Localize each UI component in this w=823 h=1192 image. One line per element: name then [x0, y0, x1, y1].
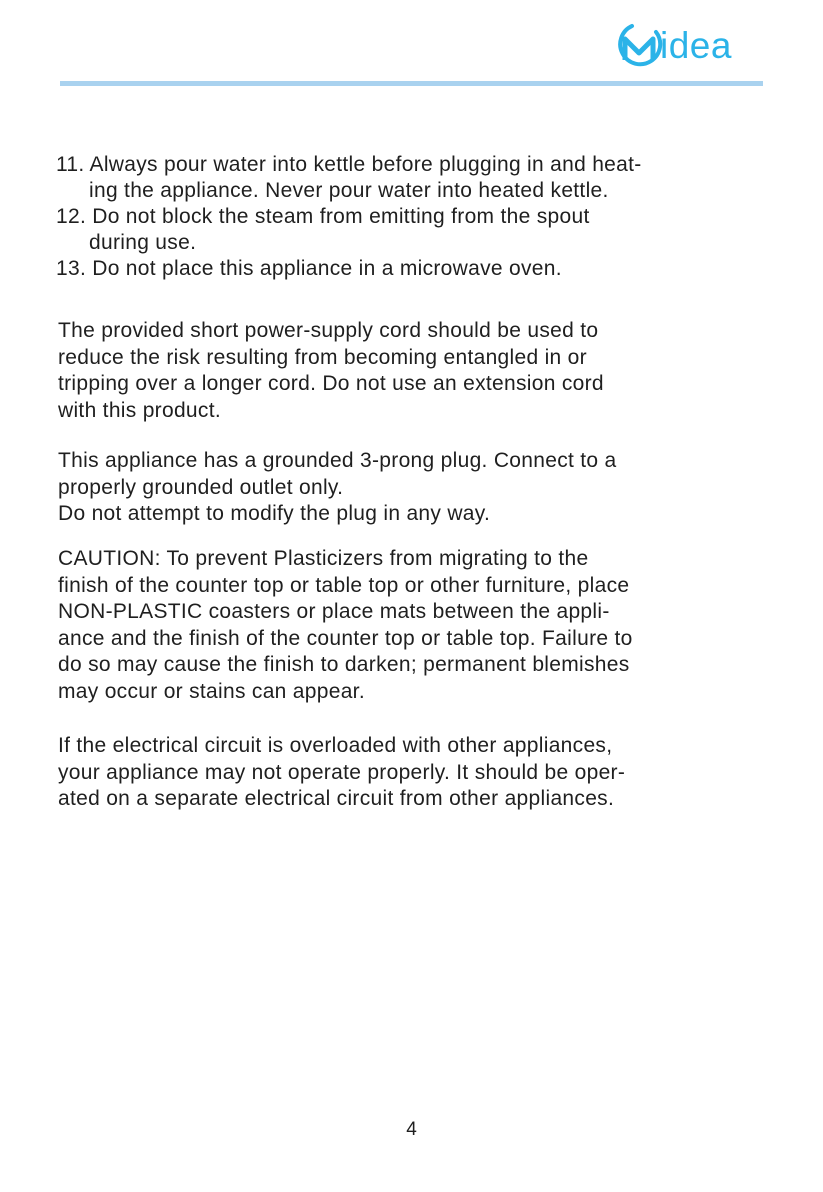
paragraph-line: do so may cause the finish to darken; permanent blemishes	[58, 653, 630, 676]
paragraph-grounded-plug	[58, 448, 798, 528]
list-item	[56, 256, 796, 282]
paragraph-line: CAUTION: To prevent Plasticizers from migrating to the	[58, 547, 589, 570]
list-item-line: 11. Always pour water into kettle before plugging in and heat-	[56, 153, 642, 176]
list-item-line: 12. Do not block the steam from emitting from the spout	[56, 205, 590, 228]
list-item-line: ing the appliance. Never pour water into heated kettle.	[89, 179, 609, 202]
list-item-line: 13. Do not place this appliance in a microwave oven.	[56, 257, 562, 280]
paragraph-line: If the electrical circuit is overloaded with other appliances,	[58, 734, 613, 757]
paragraph-line: The provided short power-supply cord should be used to	[58, 319, 599, 342]
paragraph-power-cord	[58, 318, 798, 424]
page-number: 4	[406, 1119, 417, 1140]
paragraph-line: your appliance may not operate properly. It should be oper-	[58, 760, 626, 784]
midea-logo-icon	[612, 20, 666, 70]
paragraph-line: This appliance has a grounded 3-prong plug. Connect to a	[58, 449, 617, 472]
paragraph-electrical-circuit	[58, 733, 798, 813]
paragraph-line: properly grounded outlet only.	[58, 475, 344, 499]
header-rule	[60, 81, 763, 86]
paragraph-line: NON-PLASTIC coasters or place mats between the appli-	[58, 600, 610, 623]
paragraph-line: finish of the counter top or table top or other furniture, place	[58, 573, 630, 597]
paragraph-line: with this product.	[58, 398, 221, 422]
brand-wordmark: idea	[660, 24, 732, 66]
safety-list	[56, 152, 796, 282]
paragraph-line: ance and the finish of the counter top or table top. Failure to	[58, 626, 633, 650]
list-item-line: during use.	[89, 231, 197, 254]
paragraph-line: ated on a separate electrical circuit from other appliances.	[58, 787, 615, 810]
list-item	[56, 152, 796, 204]
paragraph-line: may occur or stains can appear.	[58, 679, 365, 703]
paragraph-line: tripping over a longer cord. Do not use an extension cord	[58, 372, 604, 395]
paragraph-line: reduce the risk resulting from becoming entangled in or	[58, 345, 587, 369]
paragraph-caution	[58, 546, 798, 705]
paragraph-line: Do not attempt to modify the plug in any way.	[58, 502, 491, 525]
brand-logo	[612, 20, 732, 70]
list-item	[56, 204, 796, 256]
